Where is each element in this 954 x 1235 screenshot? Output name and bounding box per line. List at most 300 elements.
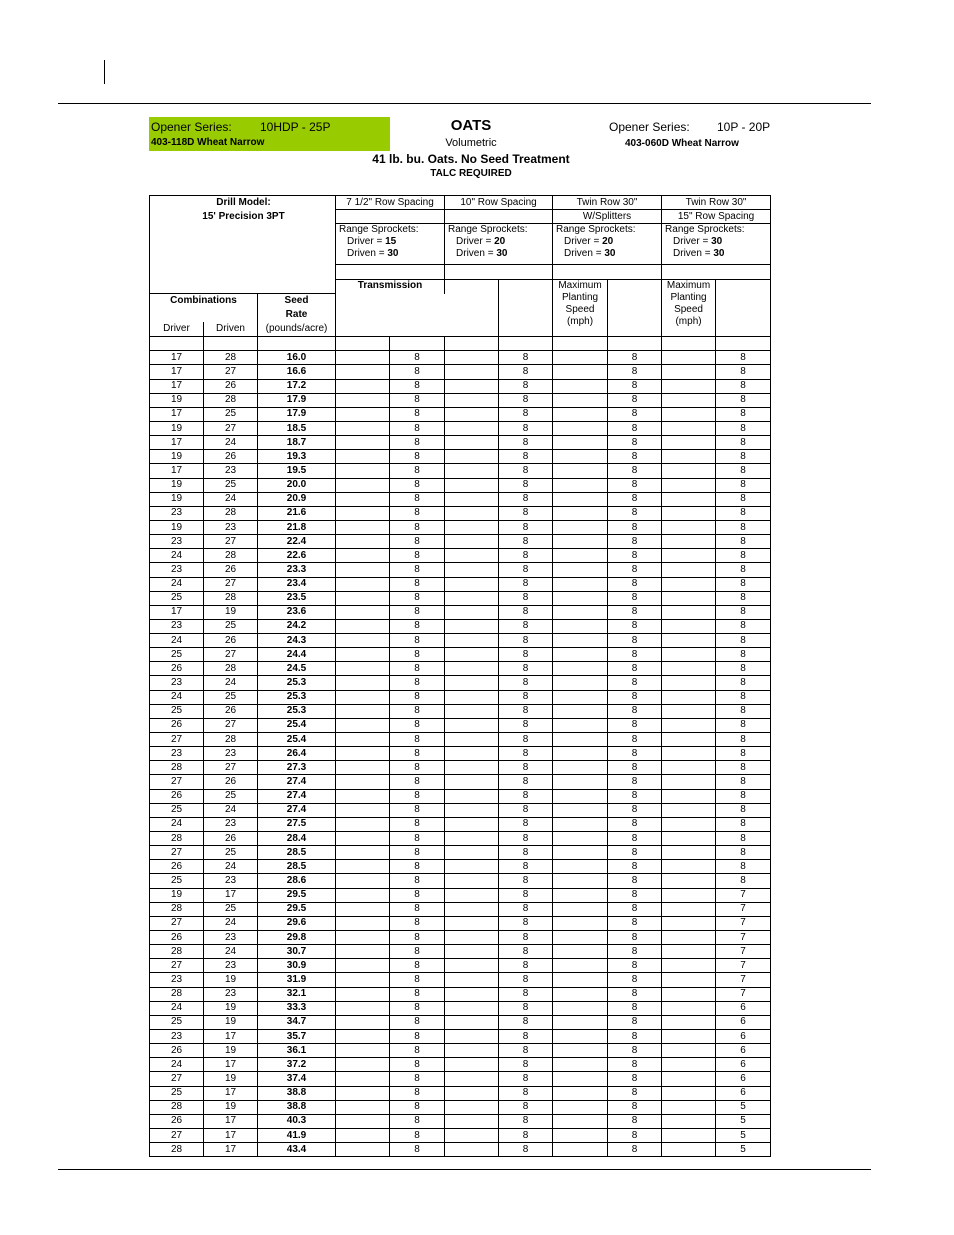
blank-cell <box>336 1015 390 1029</box>
blank-cell <box>336 379 390 393</box>
blank-cell <box>336 874 390 888</box>
speed-cell-3: 8 <box>608 846 662 860</box>
range-sprockets-2 <box>445 224 553 265</box>
speed-cell-2: 8 <box>499 591 553 605</box>
speed-l4: (mph) <box>566 315 594 327</box>
speed-l2: Planting <box>561 291 599 303</box>
speed-cell-4: 8 <box>716 817 771 831</box>
blank-cell <box>662 1015 716 1029</box>
speed-cell-2: 8 <box>499 874 553 888</box>
speed-cell-4: 8 <box>716 450 771 464</box>
blank-cell <box>662 987 716 1001</box>
blank-cell <box>553 1044 608 1058</box>
blank-cell <box>553 421 608 435</box>
blank-cell <box>336 690 390 704</box>
seed-rate-cell: 35.7 <box>258 1030 336 1044</box>
blank-cell <box>662 407 716 421</box>
speed-cell-2: 8 <box>499 690 553 704</box>
speed-cell-4: 7 <box>716 945 771 959</box>
driver-cell: 19 <box>150 450 204 464</box>
spacer-3 <box>553 265 662 279</box>
blank-cell <box>336 704 390 718</box>
speed-cell-1: 8 <box>390 817 445 831</box>
speed-cell-3: 8 <box>608 351 662 365</box>
driver-cell: 28 <box>150 987 204 1001</box>
table-row <box>150 987 771 1001</box>
blank-cell <box>445 987 499 1001</box>
blank-cell <box>336 478 390 492</box>
speed-cell-4: 8 <box>716 379 771 393</box>
driven-line <box>448 248 552 260</box>
seed-rate-cell: 22.6 <box>258 549 336 563</box>
speed-cell-4: 6 <box>716 1058 771 1072</box>
blank-cell <box>553 436 608 450</box>
blank-cell <box>662 464 716 478</box>
spacer-2 <box>445 265 553 279</box>
seed-rate-cell: 28.5 <box>258 860 336 874</box>
speed-cell-2: 8 <box>499 860 553 874</box>
driver-value: 15 <box>385 236 397 248</box>
table-row <box>150 761 771 775</box>
seed-rate-cell: 27.4 <box>258 789 336 803</box>
speed-cell-4: 8 <box>716 874 771 888</box>
speed-cell-4: 6 <box>716 1015 771 1029</box>
blank-cell <box>662 832 716 846</box>
table-row <box>150 492 771 506</box>
driven-cell: 17 <box>204 1030 258 1044</box>
table-row <box>150 832 771 846</box>
table-row <box>150 464 771 478</box>
speed-cell-3: 8 <box>608 1001 662 1015</box>
blank-cell <box>336 450 390 464</box>
blank-cell <box>553 478 608 492</box>
driven-cell: 27 <box>204 577 258 591</box>
driver-cell: 17 <box>150 436 204 450</box>
speed-header-1 <box>553 279 608 337</box>
range-label: Range Sprockets: <box>665 224 745 236</box>
speed-cell-2: 8 <box>499 676 553 690</box>
blank-cell <box>445 817 499 831</box>
blank-cell <box>662 1072 716 1086</box>
driver-cell: 19 <box>150 393 204 407</box>
driver-cell: 23 <box>150 676 204 690</box>
speed-cell-4: 8 <box>716 393 771 407</box>
blank-cell <box>553 535 608 549</box>
speed-cell-4: 6 <box>716 1044 771 1058</box>
speed-cell-4: 8 <box>716 634 771 648</box>
blank-cell <box>336 563 390 577</box>
blank-cell <box>662 959 716 973</box>
driver-cell: 17 <box>150 351 204 365</box>
speed-cell-3: 8 <box>608 817 662 831</box>
speed-cell-4: 8 <box>716 605 771 619</box>
seed-rate-cell: 23.3 <box>258 563 336 577</box>
seed-rate-cell: 29.8 <box>258 931 336 945</box>
speed-cell-2: 8 <box>499 945 553 959</box>
speed-cell-1: 8 <box>390 973 445 987</box>
speed-cell-2: 8 <box>499 563 553 577</box>
blank-cell <box>445 549 499 563</box>
blank-cell <box>662 648 716 662</box>
seed-rate-cell: 27.4 <box>258 803 336 817</box>
right-series-sub: 403-060D Wheat Narrow <box>625 138 739 149</box>
speed-cell-4: 8 <box>716 789 771 803</box>
speed-cell-1: 8 <box>390 1128 445 1142</box>
speed-cell-4: 8 <box>716 436 771 450</box>
driven-eq-label: Driven = <box>456 248 494 260</box>
blank-cell <box>662 1044 716 1058</box>
driven-value: 30 <box>387 248 399 260</box>
blank-cell <box>445 351 499 365</box>
seed-rate-cell: 41.9 <box>258 1128 336 1142</box>
blank-cell <box>662 789 716 803</box>
seed-rate-cell: 27.3 <box>258 761 336 775</box>
driver-cell: 27 <box>150 775 204 789</box>
speed-cell-2: 8 <box>499 492 553 506</box>
speed-cell-2: 8 <box>499 619 553 633</box>
table-row <box>150 733 771 747</box>
blank-cell <box>336 832 390 846</box>
gap-cell <box>499 337 553 351</box>
speed-cell-3: 8 <box>608 365 662 379</box>
speed-cell-4: 8 <box>716 747 771 761</box>
speed-cell-2: 8 <box>499 718 553 732</box>
speed-cell-3: 8 <box>608 945 662 959</box>
blank-cell <box>336 520 390 534</box>
gap-cell <box>716 337 771 351</box>
blank-cell <box>336 1086 390 1100</box>
speed-cell-2: 8 <box>499 648 553 662</box>
blank-cell <box>553 860 608 874</box>
spacing-4-line2: 15" Row Spacing <box>662 210 771 224</box>
table-row <box>150 662 771 676</box>
driver-cell: 24 <box>150 1001 204 1015</box>
driven-cell: 26 <box>204 634 258 648</box>
speed-cell-3: 8 <box>608 902 662 916</box>
table-row <box>150 1100 771 1114</box>
seed-rate-cell: 25.4 <box>258 733 336 747</box>
blank-cell <box>553 676 608 690</box>
seed-rate-cell: 29.5 <box>258 902 336 916</box>
seed-rate-header-blank <box>445 279 499 294</box>
table-row <box>150 775 771 789</box>
blank-cell <box>553 379 608 393</box>
blank-cell <box>445 676 499 690</box>
blank-cell <box>445 379 499 393</box>
range-label: Range Sprockets: <box>448 224 528 236</box>
seed-rate-cell: 30.7 <box>258 945 336 959</box>
speed-cell-1: 8 <box>390 987 445 1001</box>
table-row <box>150 407 771 421</box>
blank-cell <box>445 959 499 973</box>
blank-cell <box>553 1086 608 1100</box>
blank-cell <box>553 365 608 379</box>
blank-cell <box>553 832 608 846</box>
driven-line <box>665 248 770 260</box>
blank-cell <box>445 1086 499 1100</box>
speed-cell-3: 8 <box>608 450 662 464</box>
speed-cell-1: 8 <box>390 860 445 874</box>
speed-cell-1: 8 <box>390 789 445 803</box>
speed-cell-3: 8 <box>608 1086 662 1100</box>
driver-cell: 23 <box>150 563 204 577</box>
table-row <box>150 648 771 662</box>
driver-cell: 17 <box>150 407 204 421</box>
blank-cell <box>445 619 499 633</box>
driven-cell: 19 <box>204 1072 258 1086</box>
speed-cell-1: 8 <box>390 365 445 379</box>
gap-cell <box>336 337 390 351</box>
drill-model-cell <box>150 196 336 294</box>
table-row <box>150 888 771 902</box>
blank-cell <box>445 690 499 704</box>
blank-cell <box>336 1100 390 1114</box>
spacer-4 <box>662 265 771 279</box>
speed-cell-1: 8 <box>390 747 445 761</box>
speed-cell-2: 8 <box>499 931 553 945</box>
seed-rate-cell: 21.8 <box>258 520 336 534</box>
driven-cell: 17 <box>204 1058 258 1072</box>
seed-rate-cell: 28.4 <box>258 832 336 846</box>
blank-cell <box>662 1143 716 1157</box>
driven-line <box>556 248 661 260</box>
speed-cell-2: 8 <box>499 888 553 902</box>
driven-cell: 25 <box>204 619 258 633</box>
seed-rate-cell: 32.1 <box>258 987 336 1001</box>
seed-rate-cell: 23.6 <box>258 605 336 619</box>
speed-cell-3: 8 <box>608 1100 662 1114</box>
left-series-label: Opener Series: <box>151 120 232 134</box>
table-row <box>150 747 771 761</box>
speed-cell-2: 8 <box>499 407 553 421</box>
blank-cell <box>553 761 608 775</box>
speed-cell-2: 8 <box>499 846 553 860</box>
blank-cell <box>662 761 716 775</box>
driver-cell: 25 <box>150 1015 204 1029</box>
speed-cell-3: 8 <box>608 619 662 633</box>
speed-cell-2: 8 <box>499 973 553 987</box>
blank-cell <box>662 1114 716 1128</box>
spacing-1-line2 <box>336 210 445 224</box>
driven-cell: 24 <box>204 676 258 690</box>
seed-rate-cell: 34.7 <box>258 1015 336 1029</box>
speed-cell-3: 8 <box>608 874 662 888</box>
table-row <box>150 1114 771 1128</box>
seed-rate-cell: 28.5 <box>258 846 336 860</box>
blank-cell <box>553 549 608 563</box>
blank-cell <box>336 803 390 817</box>
page-subtitle: Volumetric <box>445 137 497 149</box>
speed-cell-2: 8 <box>499 662 553 676</box>
table-row <box>150 931 771 945</box>
seed-rate-cell: 30.9 <box>258 959 336 973</box>
speed-cell-1: 8 <box>390 1015 445 1029</box>
blank-cell <box>445 860 499 874</box>
speed-cell-1: 8 <box>390 1143 445 1157</box>
speed-cell-2: 8 <box>499 987 553 1001</box>
seed-rate-cell: 16.0 <box>258 351 336 365</box>
blank-cell <box>445 775 499 789</box>
speed-cell-1: 8 <box>390 959 445 973</box>
blank-cell <box>336 676 390 690</box>
table-row <box>150 1015 771 1029</box>
speed-cell-2: 8 <box>499 436 553 450</box>
seed-rate-cell: 27.4 <box>258 775 336 789</box>
blank-cell <box>553 591 608 605</box>
blank-cell <box>553 718 608 732</box>
table-row <box>150 563 771 577</box>
table-row <box>150 973 771 987</box>
table-row <box>150 535 771 549</box>
driver-cell: 25 <box>150 648 204 662</box>
range-sprockets-4 <box>662 224 771 265</box>
driver-cell: 27 <box>150 1072 204 1086</box>
blank-cell <box>662 775 716 789</box>
blank-cell <box>553 817 608 831</box>
speed-cell-3: 8 <box>608 832 662 846</box>
blank-cell <box>662 888 716 902</box>
blank-cell <box>445 662 499 676</box>
blank-cell <box>553 1114 608 1128</box>
seed-rate-cell: 20.0 <box>258 478 336 492</box>
blank-cell <box>553 1001 608 1015</box>
blank-cell <box>445 718 499 732</box>
speed-cell-3: 8 <box>608 690 662 704</box>
blank-cell <box>336 351 390 365</box>
blank-cell <box>553 1030 608 1044</box>
driver-cell: 23 <box>150 619 204 633</box>
blank-cell <box>662 1100 716 1114</box>
speed-cell-4: 5 <box>716 1114 771 1128</box>
driven-cell: 25 <box>204 846 258 860</box>
blank-cell <box>336 535 390 549</box>
speed-cell-1: 8 <box>390 1058 445 1072</box>
blank-cell <box>662 591 716 605</box>
speed-cell-4: 7 <box>716 888 771 902</box>
seed-rate-cell: 25.3 <box>258 690 336 704</box>
speed-cell-2: 8 <box>499 1030 553 1044</box>
blank-cell <box>553 888 608 902</box>
driven-cell: 23 <box>204 959 258 973</box>
speed-cell-1: 8 <box>390 535 445 549</box>
speed-cell-4: 8 <box>716 761 771 775</box>
speed-cell-3: 8 <box>608 718 662 732</box>
blank-cell <box>553 733 608 747</box>
speed-cell-1: 8 <box>390 407 445 421</box>
speed-cell-4: 8 <box>716 464 771 478</box>
speed-cell-1: 8 <box>390 1100 445 1114</box>
speed-cell-1: 8 <box>390 931 445 945</box>
speed-cell-3: 8 <box>608 535 662 549</box>
speed-cell-1: 8 <box>390 421 445 435</box>
driver-cell: 25 <box>150 704 204 718</box>
blank-cell <box>662 690 716 704</box>
speed-cell-1: 8 <box>390 478 445 492</box>
speed-cell-2: 8 <box>499 351 553 365</box>
speed-cell-4: 8 <box>716 563 771 577</box>
blank-cell <box>336 506 390 520</box>
blank-cell <box>662 846 716 860</box>
speed-cell-1: 8 <box>390 520 445 534</box>
seed-rate-cell: 22.4 <box>258 535 336 549</box>
blank-cell <box>553 789 608 803</box>
seed-header-l1: Seed <box>258 294 336 309</box>
blank-cell <box>445 1030 499 1044</box>
speed-cell-1: 8 <box>390 1001 445 1015</box>
blank-cell <box>445 1058 499 1072</box>
blank-cell <box>445 1072 499 1086</box>
left-series-sub: 403-118D Wheat Narrow <box>151 137 265 148</box>
speed-cell-2: 8 <box>499 704 553 718</box>
gap-cell <box>204 337 258 351</box>
speed-cell-4: 8 <box>716 676 771 690</box>
blank-cell <box>336 733 390 747</box>
blank-cell <box>662 662 716 676</box>
speed-cell-1: 8 <box>390 506 445 520</box>
driven-cell: 23 <box>204 464 258 478</box>
blank-cell <box>336 407 390 421</box>
table-row <box>150 704 771 718</box>
speed-cell-2: 8 <box>499 506 553 520</box>
blank-cell <box>662 365 716 379</box>
driver-cell: 24 <box>150 1058 204 1072</box>
driven-cell: 26 <box>204 704 258 718</box>
speed-cell-3: 8 <box>608 464 662 478</box>
speed-cell-3: 8 <box>608 520 662 534</box>
seed-rate-cell: 37.2 <box>258 1058 336 1072</box>
blank-cell <box>445 973 499 987</box>
blank-cell <box>445 464 499 478</box>
speed-cell-4: 7 <box>716 959 771 973</box>
driven-cell: 28 <box>204 591 258 605</box>
seed-rate-cell: 19.3 <box>258 450 336 464</box>
speed-cell-3: 8 <box>608 733 662 747</box>
blank-col-1 <box>499 279 553 337</box>
table-row <box>150 916 771 930</box>
speed-cell-2: 8 <box>499 1143 553 1157</box>
blank-cell <box>553 577 608 591</box>
driven-cell: 17 <box>204 1143 258 1157</box>
driver-cell: 23 <box>150 506 204 520</box>
speed-l4: (mph) <box>675 315 702 327</box>
driven-eq-label: Driven = <box>564 248 602 260</box>
blank-col-3 <box>716 279 771 337</box>
driven-value: 30 <box>496 248 508 260</box>
blank-cell <box>553 747 608 761</box>
blank-cell <box>553 846 608 860</box>
blank-cell <box>336 973 390 987</box>
speed-cell-3: 8 <box>608 860 662 874</box>
speed-cell-1: 8 <box>390 916 445 930</box>
driver-cell: 24 <box>150 634 204 648</box>
blank-cell <box>445 591 499 605</box>
speed-cell-4: 8 <box>716 535 771 549</box>
blank-cell <box>445 421 499 435</box>
driver-cell: 17 <box>150 379 204 393</box>
speed-cell-1: 8 <box>390 577 445 591</box>
speed-cell-1: 8 <box>390 549 445 563</box>
driver-cell: 23 <box>150 973 204 987</box>
seed-rate-cell: 18.7 <box>258 436 336 450</box>
blank-cell <box>336 1114 390 1128</box>
driven-cell: 25 <box>204 478 258 492</box>
speed-cell-3: 8 <box>608 704 662 718</box>
speed-cell-4: 7 <box>716 931 771 945</box>
speed-cell-1: 8 <box>390 704 445 718</box>
seed-rate-cell: 24.2 <box>258 619 336 633</box>
driven-cell: 26 <box>204 450 258 464</box>
blank-cell <box>662 421 716 435</box>
